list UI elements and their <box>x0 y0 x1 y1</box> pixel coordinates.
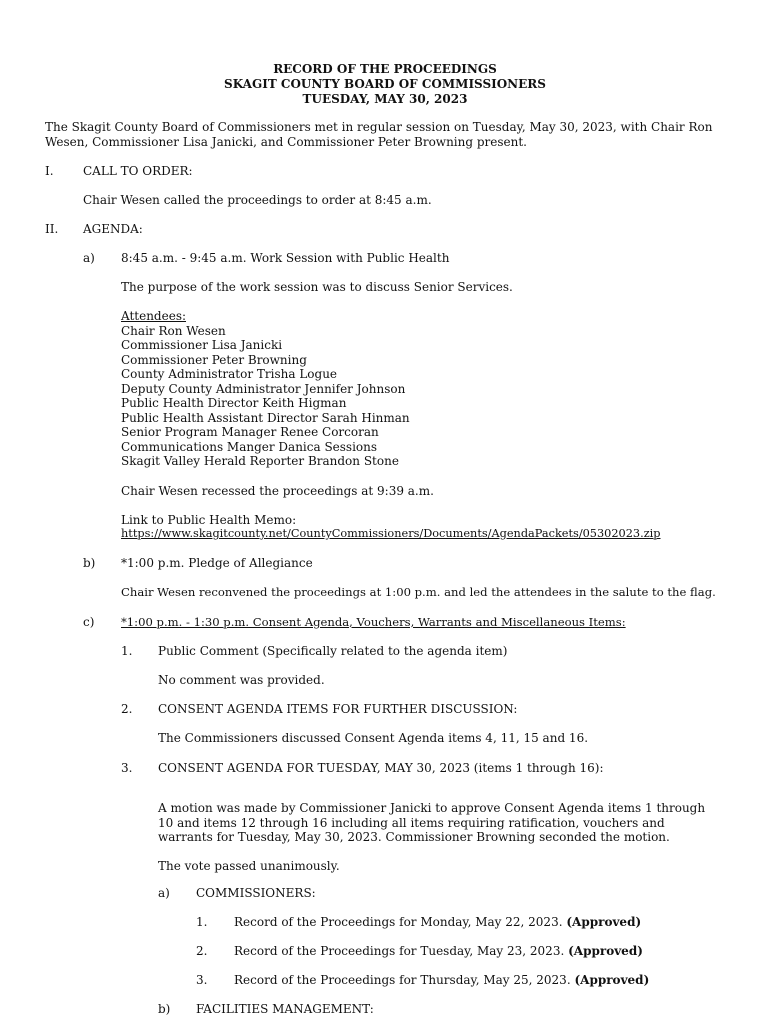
item-a-letter: a) <box>83 251 95 265</box>
memo-label: Link to Public Health Memo: <box>121 513 297 527</box>
reconvene-text: Chair Wesen reconvened the proceedings at 1:00 p.m. and led the attendees in the salute to the flag. <box>121 585 716 599</box>
attendee-item: Public Health Director Keith Higman <box>121 396 347 410</box>
record-item <box>234 944 643 959</box>
attendee-item: Communications Manger Danica Sessions <box>121 439 378 454</box>
section-2-heading: AGENDA: <box>83 222 143 236</box>
commissioners-heading: COMMISSIONERS: <box>196 886 316 900</box>
consent-agenda-date-title: CONSENT AGENDA FOR TUESDAY, MAY 30, 2023 (items 1 through 16): <box>158 761 604 775</box>
sub-b-letter: b) <box>158 1002 171 1016</box>
section-1-number: I. <box>45 164 54 178</box>
record-number: 2. <box>196 944 208 958</box>
section-1-heading: CALL TO ORDER: <box>83 164 193 178</box>
vote-text: The vote passed unanimously. <box>158 859 340 873</box>
attendees-label: Attendees: <box>121 309 187 323</box>
header-line-3: TUESDAY, MAY 30, 2023 <box>302 92 468 106</box>
approved-status: (Approved) <box>568 944 643 958</box>
approved-status: (Approved) <box>574 973 650 987</box>
subitem-2-number: 2. <box>121 702 133 716</box>
consent-agenda-title: *1:00 p.m. - 1:30 p.m. Consent Agenda, Vouchers, Warrants and Miscellaneous Items: <box>121 615 626 629</box>
attendee-item: Chair Ron Wesen <box>121 323 226 338</box>
item-c-letter: c) <box>83 615 95 629</box>
record-item <box>234 973 649 988</box>
attendee-item: Public Health Assistant Director Sarah Hinman <box>121 410 410 425</box>
recess-text: Chair Wesen recessed the proceedings at 9:39 a.m. <box>121 484 434 498</box>
further-discussion-text: The Commissioners discussed Consent Agenda items 4, 11, 15 and 16. <box>158 731 589 745</box>
header-line-1: RECORD OF THE PROCEEDINGS <box>273 62 497 76</box>
attendee-item: County Administrator Trisha Logue <box>121 367 338 381</box>
attendee-item: Commissioner Lisa Janicki <box>121 338 283 352</box>
header-line-2: SKAGIT COUNTY BOARD OF COMMISSIONERS <box>224 77 546 91</box>
sub-a-letter: a) <box>158 886 170 900</box>
intro-paragraph: The Skagit County Board of Commissioners met in regular session on Tuesday, May 30, 2023, with Chair Ron Wesen, Commissioner Lisa Janicki, and Commissioner Peter Browning present. <box>45 120 713 149</box>
pledge-title: *1:00 p.m. Pledge of Allegiance <box>121 556 313 570</box>
section-2-number: II. <box>45 222 59 236</box>
subitem-1-number: 1. <box>121 644 133 658</box>
facilities-heading: FACILITIES MANAGEMENT: <box>196 1002 374 1016</box>
approved-status: (Approved) <box>566 915 642 929</box>
work-session-title: 8:45 a.m. - 9:45 a.m. Work Session with Public Health <box>121 251 450 265</box>
attendee-item: Skagit Valley Herald Reporter Brandon Stone <box>121 454 399 468</box>
attendee-item: Commissioner Peter Browning <box>121 352 307 367</box>
record-text: Record of the Proceedings for Monday, May 22, 2023. <box>234 915 563 929</box>
document-header <box>0 62 770 107</box>
work-session-purpose: The purpose of the work session was to discuss Senior Services. <box>121 280 513 294</box>
record-number: 1. <box>196 915 208 929</box>
subitem-3-number: 3. <box>121 761 133 775</box>
memo-link[interactable]: https://www.skagitcounty.net/CountyCommissioners/Documents/AgendaPackets/05302023.zip <box>121 527 661 540</box>
public-comment-text: No comment was provided. <box>158 673 325 687</box>
call-to-order-text: Chair Wesen called the proceedings to order at 8:45 a.m. <box>83 193 432 207</box>
attendee-item: Deputy County Administrator Jennifer Johnson <box>121 381 406 396</box>
further-discussion-title: CONSENT AGENDA ITEMS FOR FURTHER DISCUSSION: <box>158 702 518 716</box>
record-item <box>234 915 641 930</box>
record-text: Record of the Proceedings for Tuesday, May 23, 2023. <box>234 944 565 958</box>
attendee-item: Senior Program Manager Renee Corcoran <box>121 425 379 439</box>
motion-paragraph: A motion was made by Commissioner Janicki to approve Consent Agenda items 1 through 10 and items 12 through 16 including all items requiring ratification, vouchers and warrants for Tuesday, May 30, 2023. Commissioner Browning seconded the motion. <box>158 801 706 844</box>
item-b-letter: b) <box>83 556 96 570</box>
attendees-block <box>121 309 721 469</box>
public-comment-title: Public Comment (Specifically related to the agenda item) <box>158 644 508 658</box>
record-number: 3. <box>196 973 208 987</box>
record-text: Record of the Proceedings for Thursday, May 25, 2023. <box>234 973 571 987</box>
